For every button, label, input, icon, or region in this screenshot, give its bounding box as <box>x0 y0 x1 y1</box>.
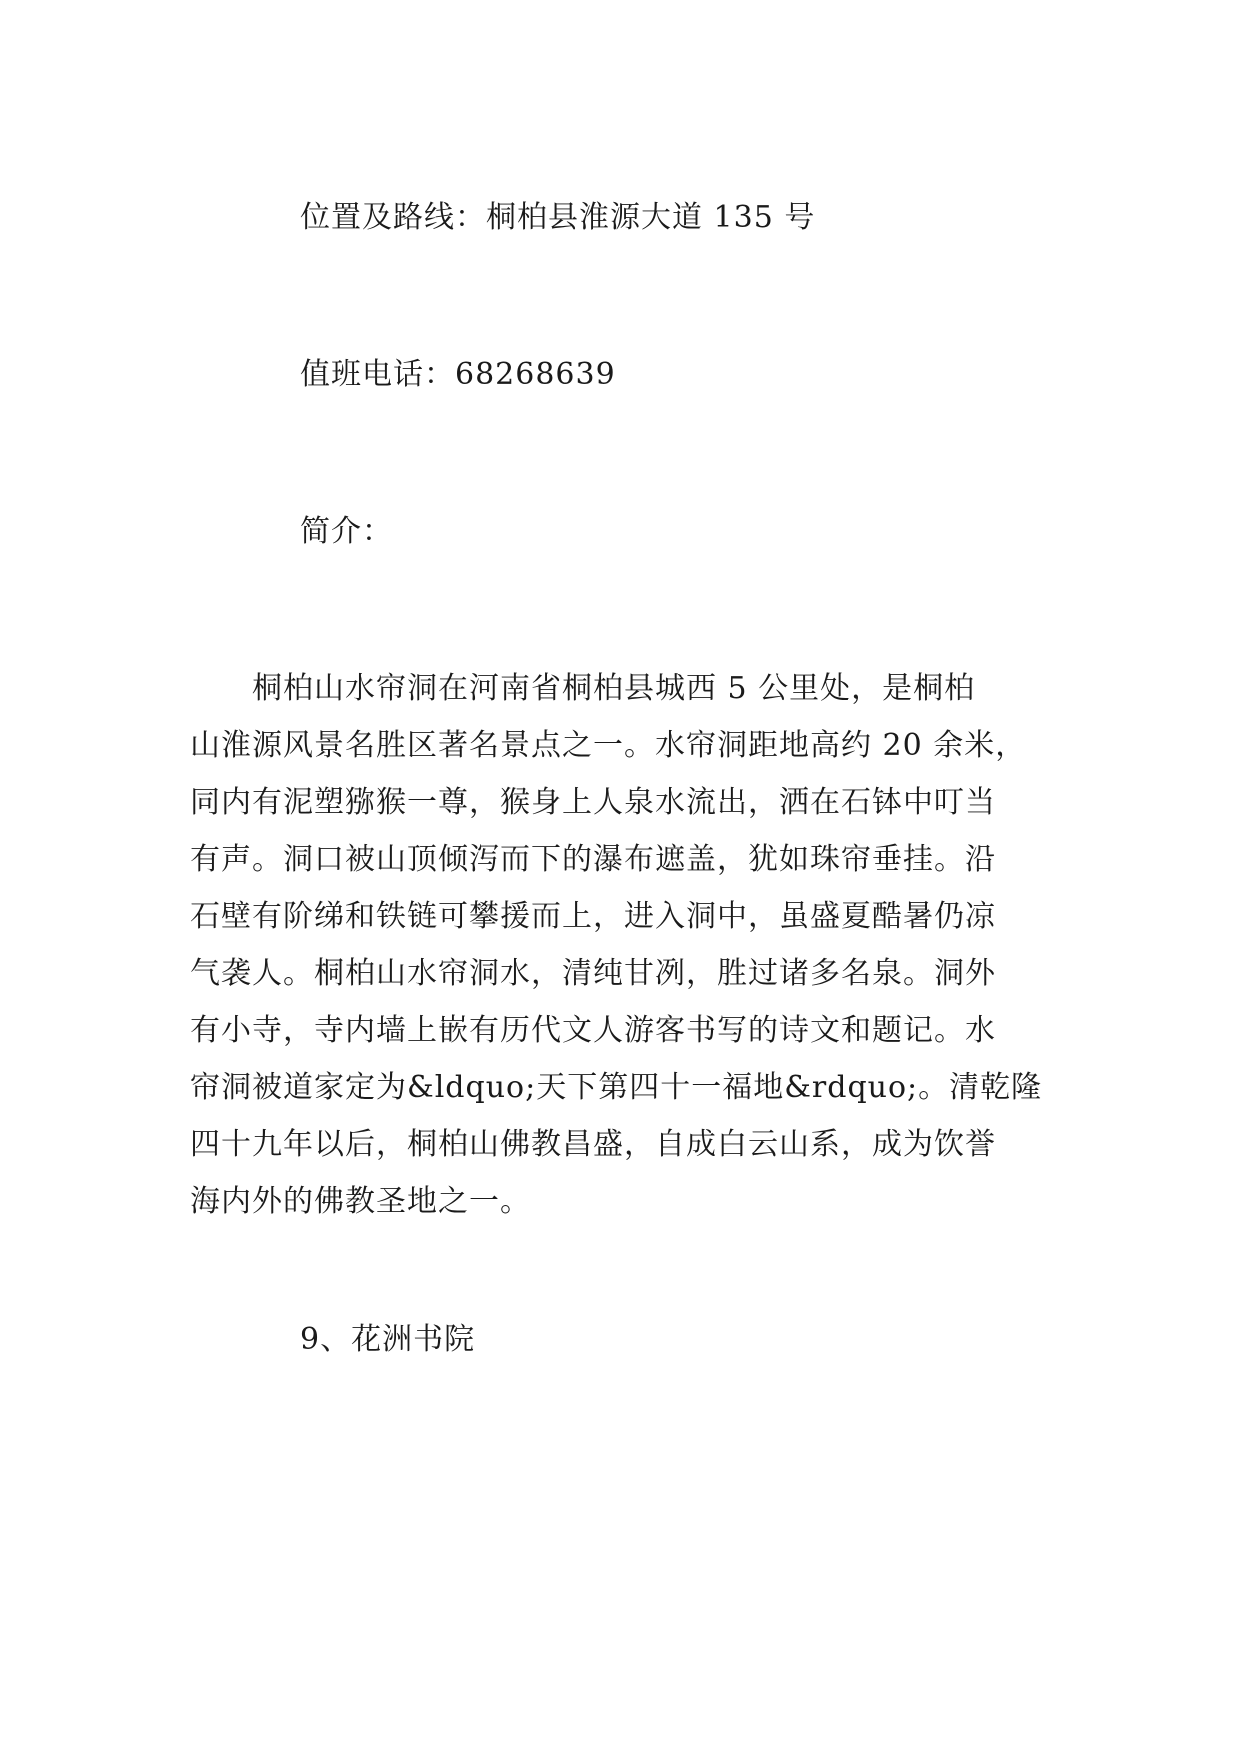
paragraph-line: 气袭人。桐柏山水帘洞水，清纯甘冽，胜过诸多名泉。洞外 <box>190 956 996 991</box>
phone-line: 值班电话：68268639 <box>300 357 616 392</box>
paragraph-line: 有小寺，寺内墙上嵌有历代文人游客书写的诗文和题记。水 <box>190 1013 996 1048</box>
location-line: 位置及路线：桐柏县淮源大道 135 号 <box>300 200 816 235</box>
paragraph-line: 帘洞被道家定为&ldquo;天下第四十一福地&rdquo;。清乾隆 <box>190 1070 1043 1105</box>
paragraph-line: 四十九年以后，桐柏山佛教昌盛，自成白云山系，成为饮誉 <box>190 1127 996 1162</box>
paragraph-line: 同内有泥塑猕猴一尊，猴身上人泉水流出，洒在石钵中叮当 <box>190 785 996 820</box>
paragraph-line: 海内外的佛教圣地之一。 <box>190 1184 531 1219</box>
paragraph-line: 山淮源风景名胜区著名景点之一。水帘洞距地高约 20 余米， <box>190 728 1027 763</box>
section-heading: 9、花洲书院 <box>300 1322 476 1357</box>
intro-label: 简介： <box>300 514 393 549</box>
paragraph-line: 桐柏山水帘洞在河南省桐柏县城西 5 公里处，是桐柏 <box>190 671 976 706</box>
paragraph-line: 有声。洞口被山顶倾泻而下的瀑布遮盖，犹如珠帘垂挂。沿 <box>190 842 996 877</box>
paragraph-line: 石壁有阶绨和铁链可攀援而上，进入洞中，虽盛夏酷暑仍凉 <box>190 899 996 934</box>
intro-paragraph <box>190 660 1055 1230</box>
